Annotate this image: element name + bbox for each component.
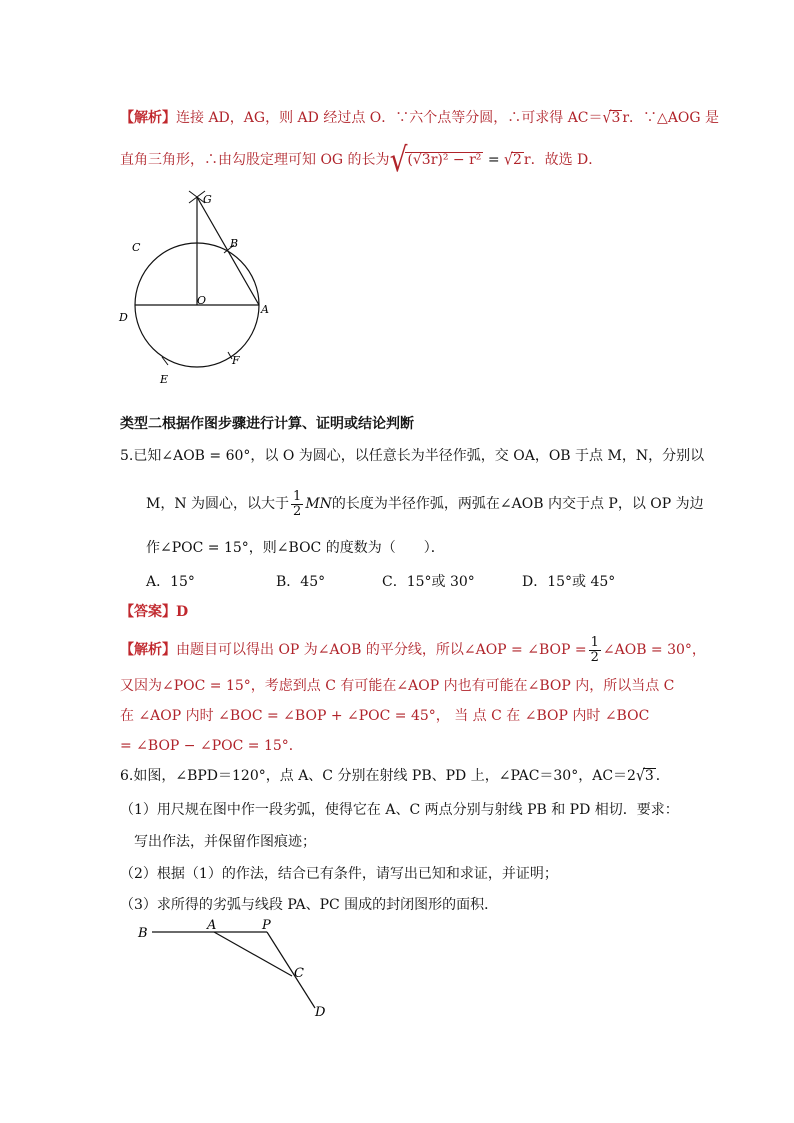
solution-5-line-2: 又因为∠POC = 15°，考虑到点 C 有可能在∠AOP 内也有可能在∠BOP 内，所以当点 C [120, 678, 675, 694]
question-6-line-1: 6.如图，∠BPD＝120°，点 A、C 分别在射线 PB、PD 上，∠PAC＝30°，AC＝2√3 ． [120, 766, 670, 786]
label-C: C [132, 241, 141, 254]
question-6-step-2: （2）根据（1）的作法，结合已有条件，请写出已知和求证，并证明； [120, 866, 558, 882]
question-5-line-1: 5.已知∠AOB = 60°，以 O 为圆心，以任意长为半径作弧，交 OA，OB 于点 M，N，分别以 [120, 448, 705, 464]
formula-radicand: (√3r)² − r² [407, 152, 482, 168]
label-C: C [294, 966, 304, 981]
label-A: A [261, 303, 269, 316]
section-title: 类型二根据作图步骤进行计算、证明或结论判断 [120, 416, 414, 432]
fraction-half [291, 490, 303, 519]
option-d: D．15°或 45° [522, 574, 616, 590]
ray-figure [132, 914, 342, 1024]
solution-5-line-3: 在 ∠AOP 内时 ∠BOC = ∠BOP + ∠POC = 45°， 当 点 C 在 ∠BOP 内时 ∠BOC [120, 708, 650, 724]
label-P: P [262, 918, 271, 933]
equals-sign: = [487, 152, 500, 168]
solution-tag: 【解析】 [120, 642, 176, 658]
answer-5 [120, 602, 188, 622]
label-F: F [232, 354, 240, 367]
solution-text: ∠AOB = 30°， [602, 642, 706, 658]
answer-tag: 【答案】 [120, 604, 176, 620]
segment-mn: MN [305, 496, 332, 512]
solution-4-line-1: 【解析】连接 AD，AG，则 AD 经过点 O．∵六个点等分圆，∴可求得 AC＝√3 r．∵△AOG 是 [120, 108, 720, 128]
solution-text: 由题目可以得出 OP 为∠AOB 的平分线，所以∠AOP = ∠BOP = [176, 642, 587, 658]
period: ． [655, 768, 670, 784]
circle-figure [112, 185, 282, 390]
sqrt-value: 2 [512, 152, 522, 168]
fraction-numerator: 1 [590, 634, 599, 650]
label-G: G [203, 193, 212, 206]
label-D: D [315, 1005, 326, 1020]
label-E: E [160, 373, 169, 386]
question-6-step-1b: 写出作法，并保留作图痕迹； [134, 834, 316, 850]
fraction-half [589, 636, 601, 665]
solution-4-line-2: 直角三角形，∴由勾股定理可知 OG 的长为√(√3r)² − r² = √2 r．故选 D． [120, 139, 603, 180]
question-text: M，N 为圆心，以大于 [146, 496, 290, 512]
label-D: D [119, 311, 128, 324]
solution-text: 连接 AD，AG，则 AD 经过点 O．∵六个点等分圆，∴可求得 AC＝ [176, 110, 603, 126]
label-B: B [138, 926, 148, 941]
label-A: A [207, 918, 217, 933]
solution-text: r．故选 D． [523, 152, 603, 168]
option-a: A．15° [146, 574, 195, 590]
sqrt-value: 3 [611, 110, 621, 126]
fraction-denominator: 2 [590, 649, 599, 665]
question-5-line-3: 作∠POC = 15°，则∠BOC 的度数为（ ）． [146, 540, 445, 556]
question-6-step-3: （3）求所得的劣弧与线段 PA、PC 围成的封闭图形的面积． [120, 897, 499, 913]
segment-AG [197, 197, 259, 305]
solution-5-line-1 [120, 634, 706, 666]
sqrt-value: 3 [644, 768, 654, 784]
question-text: 6.如图，∠BPD＝120°，点 A、C 分别在射线 PB、PD 上，∠PAC＝30°，AC＝2 [120, 768, 636, 784]
fraction-denominator: 2 [293, 503, 302, 519]
question-text: 的长度为半径作弧，两弧在∠AOB 内交于点 P，以 OP 为边 [331, 496, 704, 512]
solution-tag: 【解析】 [120, 110, 176, 126]
answer-value: D [176, 604, 189, 620]
ray-PD [267, 932, 315, 1008]
solution-5-line-4: = ∠BOP − ∠POC = 15°． [120, 738, 303, 754]
option-c: C．15°或 30° [382, 574, 475, 590]
label-B: B [230, 237, 239, 250]
solution-text: 直角三角形，∴由勾股定理可知 OG 的长为 [120, 152, 390, 168]
fraction-numerator: 1 [293, 488, 302, 504]
solution-text: r．∵△AOG 是 [622, 110, 720, 126]
question-6-step-1a: （1）用尺规在图中作一段劣弧，使得它在 A、C 两点分别与射线 PB 和 PD 相切．要求： [120, 802, 679, 818]
option-b: B．45° [276, 574, 326, 590]
label-O: O [197, 294, 207, 307]
question-5-line-2 [146, 488, 704, 520]
